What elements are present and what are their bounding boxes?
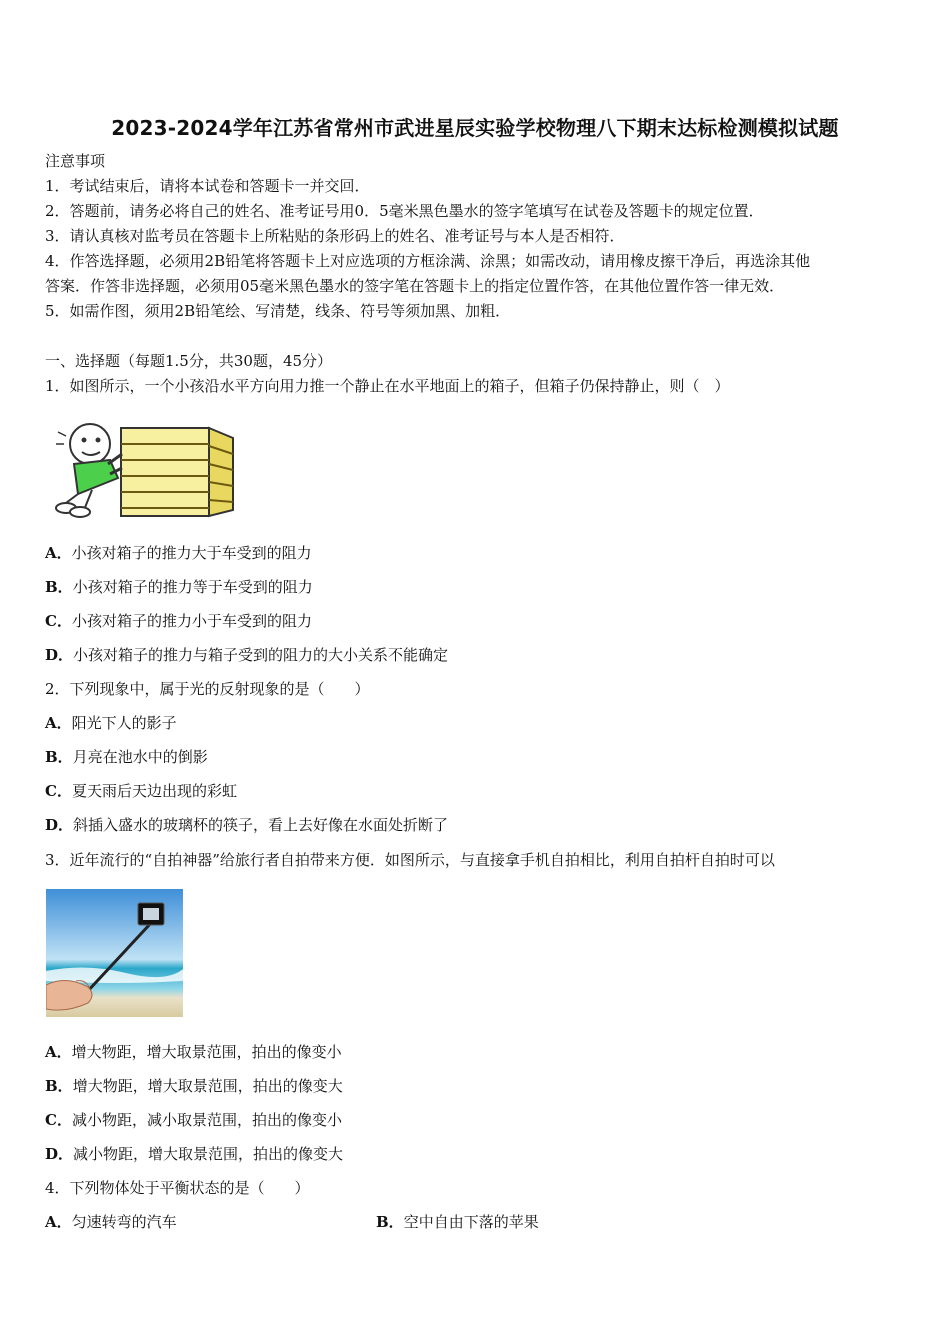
option-item: C．小孩对箱子的推力小于车受到的阻力 xyxy=(45,612,312,630)
option-item: C．减小物距，减小取景范围，拍出的像变小 xyxy=(45,1111,342,1129)
page-title: 2023-2024学年江苏省常州市武进星辰实验学校物理八下期末达标检测模拟试题 xyxy=(111,116,839,140)
option-item: A．阳光下人的影子 xyxy=(45,714,177,732)
question-2-stem: 2．下列现象中，属于光的反射现象的是（ ） xyxy=(45,680,370,698)
selfie-stick-figure xyxy=(46,889,183,1017)
notice-item: 答案．作答非选择题，必须用05毫米黑色墨水的签字笔在答题卡上的指定位置作答，在其他位置作答一律无效． xyxy=(45,277,785,295)
notice-item: 1．考试结束后，请将本试卷和答题卡一并交回． xyxy=(45,177,370,195)
option-item: A．小孩对箱子的推力大于车受到的阻力 xyxy=(45,544,312,562)
notice-item: 3．请认真核对监考员在答题卡上所粘贴的条形码上的姓名、准考证号与本人是否相符． xyxy=(45,227,625,245)
option-item: A．增大物距，增大取景范围，拍出的像变小 xyxy=(45,1043,342,1061)
question-3-stem: 3．近年流行的“自拍神器”给旅行者自拍带来方便．如图所示，与直接拿手机自拍相比，利用自拍杆自拍时可以 xyxy=(45,851,775,869)
option-item: B．小孩对箱子的推力等于车受到的阻力 xyxy=(45,578,313,596)
notice-item: 4．作答选择题，必须用2B铅笔将答题卡上对应选项的方框涂满、涂黑；如需改动，请用橡皮擦干净后，再选涂其他 xyxy=(45,252,811,270)
section-heading: 一、选择题（每题1.5分，共30题，45分） xyxy=(45,352,333,370)
question-4-stem: 4．下列物体处于平衡状态的是（ ） xyxy=(45,1179,310,1197)
option-item: C．夏天雨后天边出现的彩虹 xyxy=(45,782,237,800)
notice-heading: 注意事项 xyxy=(45,152,106,170)
option-item: D．小孩对箱子的推力与箱子受到的阻力的大小关系不能确定 xyxy=(45,646,449,664)
option-item: B．空中自由下落的苹果 xyxy=(376,1213,539,1231)
option-item: D．斜插入盛水的玻璃杯的筷子，看上去好像在水面处折断了 xyxy=(45,816,449,834)
option-item: D．减小物距，增大取景范围，拍出的像变大 xyxy=(45,1145,344,1163)
option-item: B．月亮在池水中的倒影 xyxy=(45,748,208,766)
option-item: B．增大物距，增大取景范围，拍出的像变大 xyxy=(45,1077,343,1095)
child-pushing-box-figure xyxy=(48,414,238,518)
option-item: A．匀速转弯的汽车 xyxy=(45,1213,177,1231)
question-1-stem: 1．如图所示，一个小孩沿水平方向用力推一个静止在水平地面上的箱子，但箱子仍保持静止，则（ ） xyxy=(45,377,730,395)
notice-item: 2．答题前，请务必将自己的姓名、准考证号用0．5毫米黑色墨水的签字笔填写在试卷及答题卡的规定位置． xyxy=(45,202,764,220)
notice-item: 5．如需作图，须用2B铅笔绘、写清楚，线条、符号等须加黑、加粗． xyxy=(45,302,511,320)
